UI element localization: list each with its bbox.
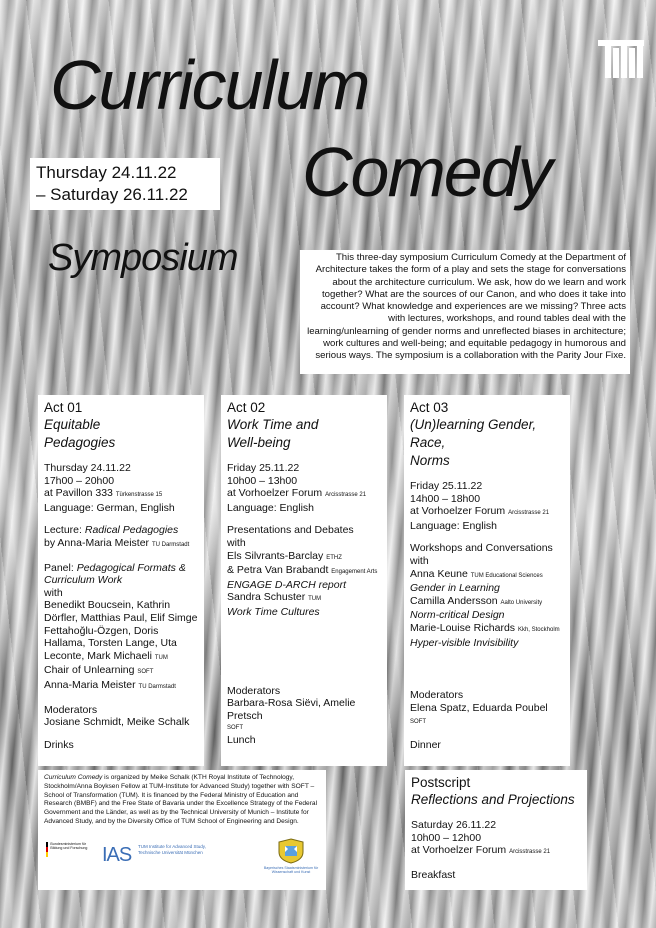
act-language: Language: German, English [44, 501, 175, 514]
speaker-3: Marie-Louise Richards Kkh, Stockholm [410, 621, 560, 634]
section: Workshops and Conversations [410, 542, 553, 555]
act-time: 14h00 – 18h00 [410, 492, 481, 505]
postscript-closing: Breakfast [411, 868, 456, 881]
report-title: ENGAGE D-ARCH report [227, 578, 347, 591]
chair: Chair of Unlearning SOFT [44, 664, 154, 677]
talk-3: Hyper-visible Invisibility [410, 636, 519, 649]
symposium-heading: Symposium [48, 237, 238, 279]
moderators-label: Moderators [227, 684, 281, 697]
act-time: 17h00 – 20h00 [44, 474, 115, 487]
with-label: with [227, 536, 246, 549]
with-label: with [44, 586, 63, 599]
talk-2: Norm-critical Design [410, 609, 505, 622]
act-day: Friday 25.11.22 [410, 480, 483, 492]
ias-text: TUM Institute for Advanced Study, Technische Universität München [138, 844, 206, 855]
title-line-1: Curriculum [50, 46, 369, 124]
act-day: Friday 25.11.22 [227, 462, 300, 474]
postscript-label: Postscript [411, 775, 471, 790]
speaker-2: Camilla Andersson Aalto University [410, 594, 543, 607]
speaker-3: Sandra Schuster TUM [227, 591, 322, 604]
moderators: Elena Spatz, Eduarda Poubel SOFT [410, 701, 548, 726]
moderators-label: Moderators [44, 703, 98, 716]
talk-title: Work Time Cultures [227, 605, 320, 618]
dates-box [30, 158, 220, 210]
act-venue: at Vorhoelzer Forum Arcisstrasse 21 [227, 487, 367, 500]
bavaria-text: Bayerisches Staatsministerium für Wissenschaft und Kunst [263, 866, 319, 875]
act-time: 10h00 – 13h00 [227, 474, 298, 487]
act-venue: at Pavillon 333 Türkenstrasse 15 [44, 487, 163, 500]
lecture: Lecture: Radical Pedagogies [44, 524, 179, 537]
speaker-1: Els Silvrants-Barclay ETHZ [227, 549, 342, 562]
act-01-panel [38, 395, 204, 766]
act-label: Act 01 [44, 400, 83, 415]
german-flag-icon [46, 842, 48, 857]
act-day: Thursday 24.11.22 [44, 462, 131, 474]
moderators-label: Moderators [410, 689, 464, 702]
section: Presentations and Debates [227, 524, 354, 537]
act-language: Language: English [410, 519, 497, 532]
act-title: (Un)learning Gender, Race, Norms [410, 417, 537, 468]
postscript-panel [405, 770, 587, 890]
lecture-by: by Anna-Maria Meister TU Darmstadt [44, 536, 190, 549]
act-title: Equitable Pedagogies [44, 417, 116, 450]
act-language: Language: English [227, 501, 314, 514]
postscript-time: 10h00 – 12h00 [411, 831, 482, 844]
closing: Lunch [227, 734, 256, 747]
moderators: Josiane Schmidt, Meike Schalk [44, 716, 190, 729]
postscript-venue: at Vorhoelzer Forum Arcisstrasse 21 [411, 844, 551, 857]
ias-logo: IAS [102, 844, 132, 866]
act-venue: at Vorhoelzer Forum Arcisstrasse 21 [410, 505, 550, 518]
talk-1: Gender in Learning [410, 582, 500, 595]
panel: Panel: Pedagogical Formats & Curriculum Work [44, 561, 186, 587]
act-label: Act 02 [227, 400, 266, 415]
postscript-title: Reflections and Projections [411, 792, 575, 807]
closing: Drinks [44, 738, 74, 751]
act-02-panel [221, 395, 387, 766]
moderators-aff: SOFT [227, 725, 243, 732]
bavaria-crest-icon [274, 838, 308, 864]
date-start: Thursday 24.11.22 [36, 163, 177, 182]
with-label: with [410, 554, 429, 567]
tum-logo [598, 40, 644, 78]
credits-text: is organized by Meike Schalk (KTH Royal Institute of Technology, Stockholm/Anna Boyksen Fellow at TUM-Institute for Advanced Study) together with SOFT – School of Transformation (TUM). It is financed by the Federal Ministry of Education and Research (BMBF) and the Free State of Bavaria under the Excellence Strategy of the Federal Government and the Länder, as well as by the Technical University of Munich – Institute for Advanced Study, and by the Diversity Office of TUM School of Engineering and Design. [44, 774, 318, 825]
moderators: Barbara-Rosa Siëvi, Amelie Pretsch [227, 697, 356, 722]
closing: Dinner [410, 738, 441, 751]
credits-lead: Curriculum Comedy [44, 774, 103, 781]
amm: Anna-Maria Meister TU Darmstadt [44, 678, 176, 691]
intro-text: This three-day symposium Curriculum Comedy at the Department of Architecture takes the form of a play and sets the stage for conversations about the architecture curriculum. We ask, how do we learn and work together? What are the sources of our Canon, and who does it take into account? What knowledge and experiences are we missing? Three acts with lectures, workshops, and round tables deal with the learning/unlearning of gender norms and unreflected biases in architecture; work cultures and well-being; and equitable pedagogy in humorous and serious ways. The symposium is a collaboration with the Parity Jour Fixe. [300, 250, 630, 374]
speaker-1: Anna Keune TUM Educational Sciences [410, 567, 543, 580]
date-end: – Saturday 26.11.22 [36, 185, 188, 204]
act-title: Work Time and Well-being [227, 417, 319, 450]
speaker-2: & Petra Van Brabandt Engagement Arts [227, 564, 378, 577]
title-line-2: Comedy [302, 133, 551, 211]
act-03-panel [404, 395, 570, 766]
sponsor-logos [38, 830, 326, 882]
act-label: Act 03 [410, 400, 449, 415]
panel-names: Benedikt Boucsein, Kathrin Dörfler, Matthias Paul, Elif Simge Fettahoğlu-Özgen, Doris Hallama, Torsten Lange, Uta Leconte, Mark Michaeli TUM [44, 599, 198, 662]
bmbf-logo: Bundesministerium für Bildung und Forschung [46, 842, 94, 857]
postscript-day: Saturday 26.11.22 [411, 819, 497, 831]
